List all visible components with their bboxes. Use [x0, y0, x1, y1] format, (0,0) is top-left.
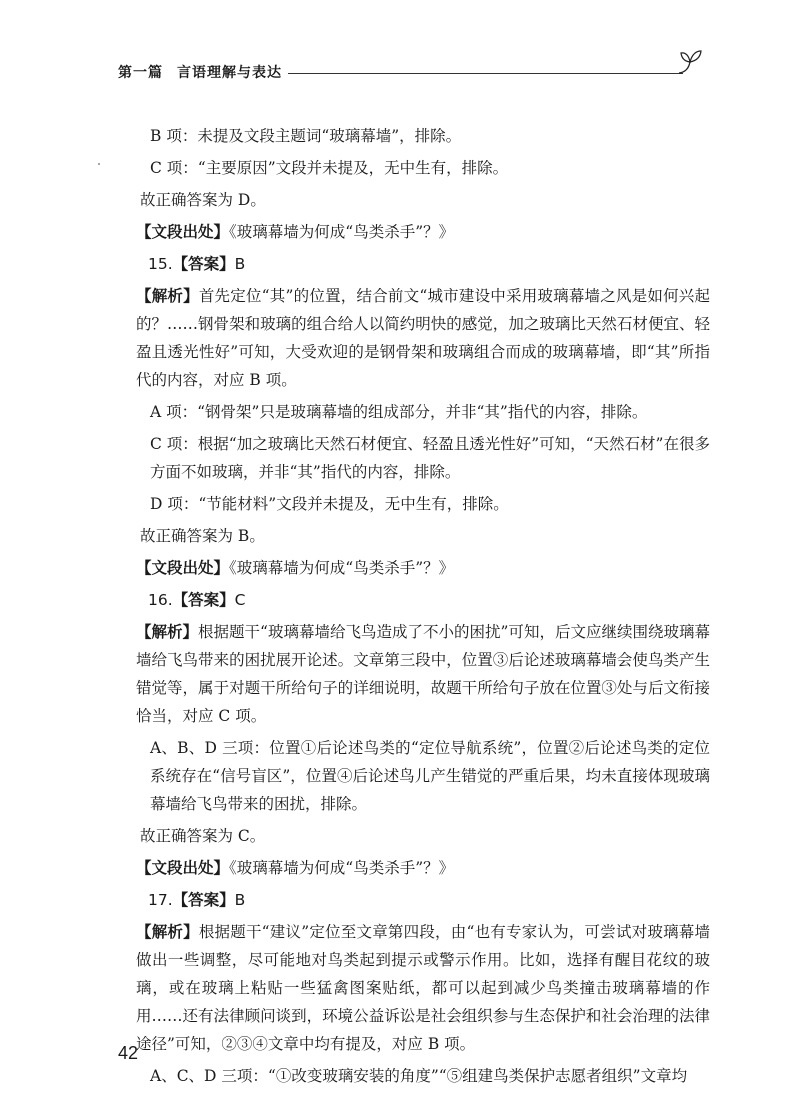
- conclusion: 故正确答案为 C。: [140, 827, 266, 845]
- question-number: 17.: [148, 891, 173, 909]
- conclusion: 故正确答案为 D。: [140, 191, 266, 209]
- analysis-text: 根据题干“建议”定位至文章第四段，由“也有专家认为，可尝试对玻璃幕墙做出一些调整，尽可能地对鸟类起到提示或警示作用。比如，选择有醒目花纹的玻璃，或在玻璃上粘贴一些猛禽图案贴纸，都可以起到减少鸟类撞击玻璃幕墙的作用……还有法律顾问谈到，环境公益诉讼是社会组织参与生态保护和社会治理的法律途径”可知，②③④文章中均有提及，对应 B 项。: [136, 923, 710, 1053]
- option-analysis: D 项：“节能材料”文段并未提及，无中生有，排除。: [150, 495, 509, 513]
- header-part: 第一篇: [118, 65, 163, 81]
- option-analysis: C 项：“主要原因”文段并未提及，无中生有，排除。: [150, 159, 509, 177]
- question-number: 16.: [148, 591, 173, 609]
- source-line: [136, 554, 710, 582]
- answer-line: [148, 586, 710, 614]
- source-text: 《玻璃幕墙为何成“鸟类杀手”？》: [229, 559, 455, 577]
- question-number: 15.: [148, 255, 173, 273]
- option-analysis: A、B、D 三项：位置①后论述鸟类的“定位导航系统”，位置②后论述鸟类的定位系统存在“信号盲区”，位置④后论述鸟儿产生错觉的严重后果，均未直接体现玻璃幕墙给飞鸟带来的困扰，排除。: [150, 739, 710, 813]
- answer-label: 【答案】: [172, 591, 235, 609]
- option-analysis: C 项：根据“加之玻璃比天然石材便宜、轻盈且透光性好”可知，“天然石材”在很多方面不如玻璃，并非“其”指代的内容，排除。: [150, 435, 710, 481]
- analysis-text: 首先定位“其”的位置，结合前文“城市建设中采用玻璃幕墙之风是如何兴起的？……钢骨架和玻璃的组合给人以简约明快的感觉，加之玻璃比天然石材便宜、轻盈且透光性好”可知，大受欢迎的是钢骨架和玻璃组合而成的玻璃幕墙，即“其”所指代的内容，对应 B 项。: [136, 287, 710, 389]
- analysis-label: 【解析】: [136, 623, 199, 641]
- analysis-paragraph: [136, 918, 710, 1058]
- analysis-label: 【解析】: [136, 287, 199, 305]
- header-section-title: 言语理解与表达: [177, 65, 282, 81]
- source-label: 【文段出处】: [136, 559, 230, 577]
- header-title: [118, 62, 282, 82]
- source-line: [136, 218, 710, 246]
- answer-label: 【答案】: [172, 255, 235, 273]
- answer-label: 【答案】: [172, 891, 235, 909]
- answer-value: C: [234, 591, 246, 609]
- answer-line: [148, 886, 710, 914]
- page-number: 42: [118, 1043, 139, 1063]
- conclusion: 故正确答案为 B。: [140, 527, 265, 545]
- answer-explanations: [136, 122, 710, 1094]
- analysis-text: 根据题干“玻璃幕墙给飞鸟造成了不小的困扰”可知，后文应继续围绕玻璃幕墙给飞鸟带来的困扰展开论述。文章第三段中，位置③后论述玻璃幕墙会使鸟类产生错觉等，属于对题干所给句子的详细说明，故题干所给句子放在位置③处与后文衔接恰当，对应 C 项。: [136, 623, 710, 725]
- running-header: [118, 62, 703, 86]
- option-analysis: A 项：“钢骨架”只是玻璃幕墙的组成部分，并非“其”指代的内容，排除。: [150, 403, 648, 421]
- source-label: 【文段出处】: [136, 859, 230, 877]
- scan-speck: [98, 163, 100, 165]
- source-line: [136, 854, 710, 882]
- answer-value: B: [234, 255, 246, 273]
- source-text: 《玻璃幕墙为何成“鸟类杀手”？》: [229, 223, 455, 241]
- analysis-paragraph: [136, 282, 710, 394]
- option-analysis: A、C、D 三项：“①改变玻璃安装的角度”“⑤组建鸟类保护志愿者组织”文章均: [150, 1067, 688, 1085]
- header-rule: [288, 73, 683, 74]
- answer-line: [148, 250, 710, 278]
- source-label: 【文段出处】: [136, 223, 230, 241]
- sprout-icon: [677, 48, 703, 78]
- answer-value: B: [234, 891, 246, 909]
- option-analysis: B 项：未提及文段主题词“玻璃幕墙”，排除。: [150, 127, 462, 145]
- analysis-label: 【解析】: [136, 923, 199, 941]
- source-text: 《玻璃幕墙为何成“鸟类杀手”？》: [229, 859, 455, 877]
- analysis-paragraph: [136, 618, 710, 730]
